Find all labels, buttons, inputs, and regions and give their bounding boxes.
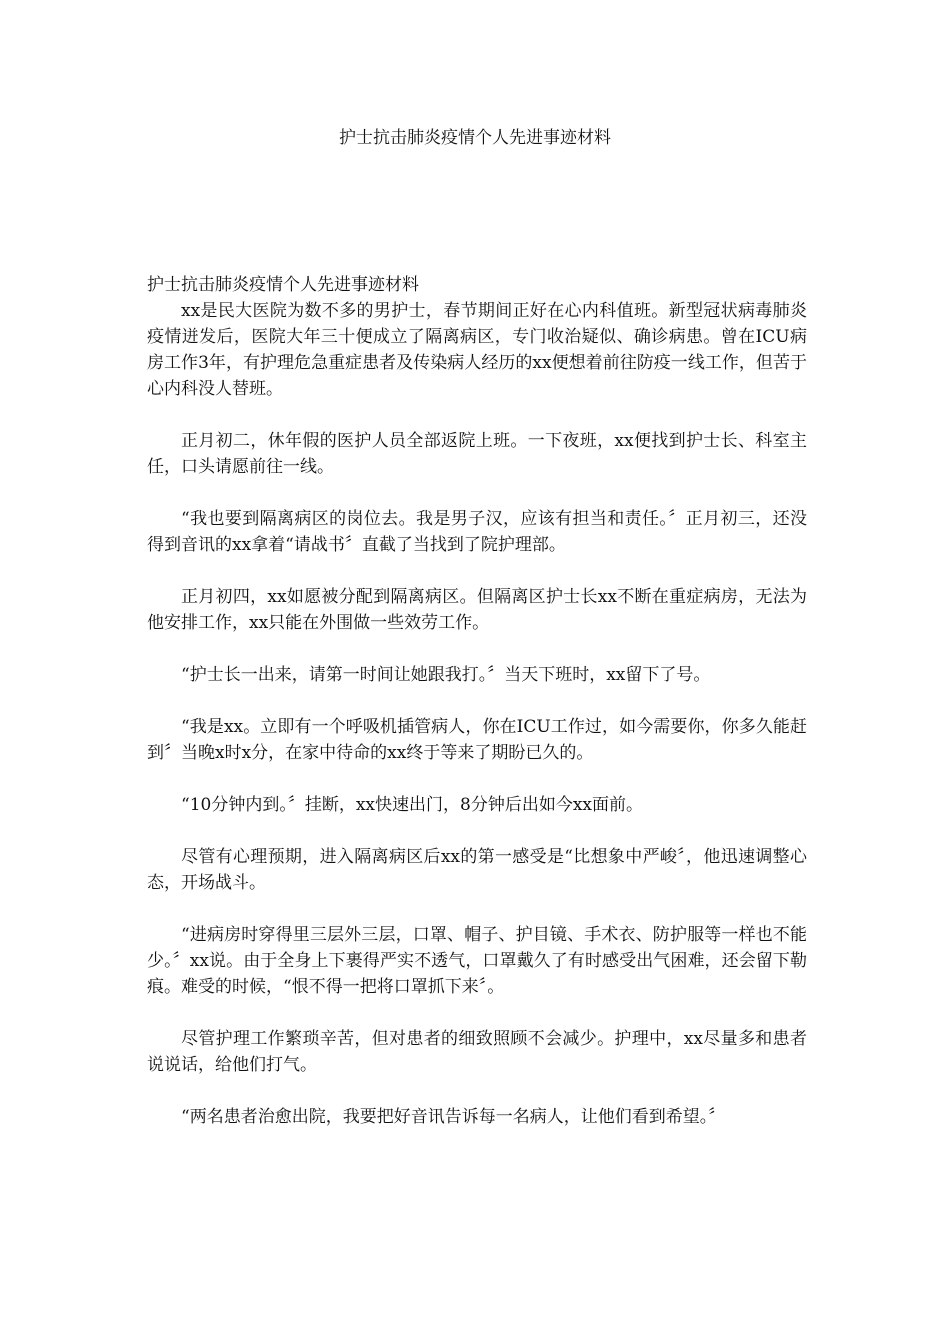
document-title: 护士抗击肺炎疫情个人先进事迹材料 (339, 128, 611, 148)
paragraph: 尽管护理工作繁琐辛苦，但对患者的细致照顾不会减少。护理中，xx尽量多和患者说说话，给他们打气。 (147, 1029, 807, 1075)
paragraph: “护士长一出来，请第一时间让她跟我打。〞当天下班时，xx留下了号。 (181, 665, 711, 685)
paragraph: “我也要到隔离病区的岗位去。我是男子汉，应该有担当和责任。〞正月初三，还没得到音讯的xx拿着“请战书〞直截了当找到了院护理部。 (147, 509, 807, 555)
paragraph: “进病房时穿得里三层外三层，口罩、帽子、护目镜、手术衣、防护服等一样也不能少。〞xx说。由于全身上下裹得严实不透气，口罩戴久了有时感受出气困难，还会留下勒痕。难受的时候，“恨不得一把将口罩抓下来〞。 (147, 925, 807, 997)
paragraph: 尽管有心理预期，进入隔离病区后xx的第一感受是“比想象中严峻〞，他迅速调整心态，开场战斗。 (147, 847, 807, 893)
paragraph: “我是xx。立即有一个呼吸机插管病人，你在ICU工作过，如今需要你，你多久能赶到〞当晚x时x分，在家中待命的xx终于等来了期盼已久的。 (147, 717, 807, 763)
document-body (147, 272, 807, 1156)
paragraph: 正月初二，休年假的医护人员全部返院上班。一下夜班，xx便找到护士长、科室主任，口头请愿前往一线。 (147, 431, 807, 477)
paragraph: xx是民大医院为数不多的男护士，春节期间正好在心内科值班。新型冠状病毒肺炎疫情迸发后，医院大年三十便成立了隔离病区，专门收治疑似、确诊病患。曾在ICU病房工作3年，有护理危急重症患者及传染病人经历的xx便想着前往防疫一线工作，但苦于心内科没人替班。 (147, 301, 807, 399)
paragraph: 正月初四，xx如愿被分配到隔离病区。但隔离区护士长xx不断在重症病房，无法为他安排工作，xx只能在外围做一些效劳工作。 (147, 587, 807, 633)
paragraph: “两名患者治愈出院，我要把好音讯告诉每一名病人，让他们看到希望。〞 (181, 1107, 726, 1127)
paragraph: “10分钟内到。〞挂断，xx快速出门，8分钟后出如今xx面前。 (181, 795, 643, 815)
document-subtitle: 护士抗击肺炎疫情个人先进事迹材料 (147, 275, 419, 295)
